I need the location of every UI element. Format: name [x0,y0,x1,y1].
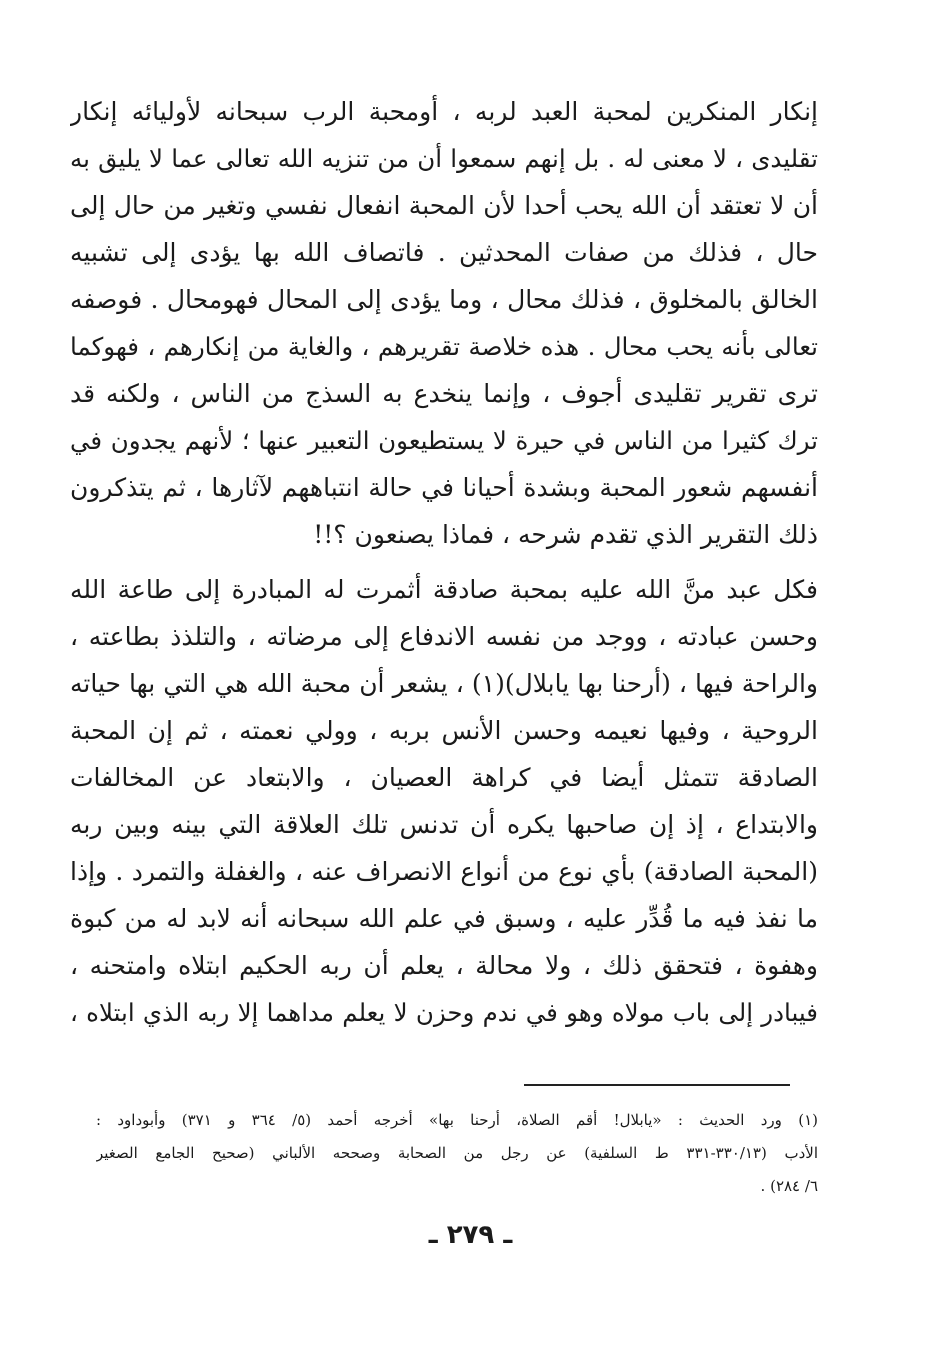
page-number: ـ ٢٧٩ ـ [428,1220,513,1250]
text-line: تقليدى ، لا معنى له . بل إنهم سمعوا أن من تنزيه الله تعالى عما لا يليق به [70,144,818,173]
text-line: أن لا تعتقد أن الله يحب أحدا لأن المحبة انفعال نفسي وتغير من حال إلى [70,191,818,220]
text-line: الخالق بالمخلوق ، فذلك محال ، وما يؤدى إلى المحال فهومحال . فوصفه [70,285,818,314]
text-line: تعالى بأنه يحب محال . هذه خلاصة تقريرهم ، والغاية من إنكارهم ، فهوكما [70,332,818,361]
text-line: الصادقة تتمثل أيضا في كراهة العصيان ، والابتعاد عن المخالفات [70,763,818,792]
footnote-line: الأدب (٣٣٠/١٣-٣٣١ ط السلفية) عن رجل من الصحابة وصححه الألباني (صحيح الجامع الصغير [96,1144,818,1162]
text-line: والراحة فيها ، (أرحنا بها يابلال)(١) ، يشعر أن محبة الله هي التي بها حياته [70,669,818,698]
text-line: وحسن عبادته ، ووجد من نفسه الاندفاع إلى مرضاته ، والتلذذ بطاعته ، [70,622,818,651]
text-line: حال ، فذلك من صفات المحدثين . فاتصاف الله بها يؤدى إلى تشبيه [70,238,818,267]
footnote-line: (١) ورد الحديث : «يابلال! أقم الصلاة، أرحنا بها» أخرجه أحمد (٥/ ٣٦٤ و ٣٧١) وأبوداود : [96,1111,818,1129]
footnote-line: ٦/ ٢٨٤) . [760,1177,818,1195]
paragraph-1 [70,88,818,558]
text-line: ذلك التقرير الذي تقدم شرحه ، فماذا يصنعون ؟!! [313,520,818,549]
footnote-separator [524,1084,790,1086]
text-line: ترك كثيرا من الناس في حيرة لا يستطيعون التعبير عنها ؛ لأنهم يجدون في [70,426,818,455]
text-line: وهفوة ، فتحقق ذلك ، ولا محالة ، يعلم أن ربه الحكيم ابتلاه وامتحنه ، [70,951,818,980]
text-line: ترى تقرير تقليدى أجوف ، وإنما ينخدع به السذج من الناس ، ولكنه قد [70,379,818,408]
text-line: الروحية ، وفيها نعيمه وحسن الأنس بربه ، وولي نعمته ، ثم إن المحبة [70,716,818,745]
text-line: أنفسهم شعور المحبة وبشدة أحيانا في حالة انتباههم لآثارها ، ثم يتذكرون [70,473,818,502]
text-line: إنكار المنكرين لمحبة العبد لربه ، أومحبة الرب سبحانه لأوليائه إنكار [70,97,818,126]
text-line: والابتداع ، إذ إن صاحبها يكره أن تدنس تلك العلاقة التي بينه وبين ربه [70,810,818,839]
text-line: فكل عبد منَّ الله عليه بمحبة صادقة أثمرت له المبادرة إلى طاعة الله [70,575,818,604]
text-line: فيبادر إلى باب مولاه وهو في ندم وحزن لا يعلم مداهما إلا ربه الذي ابتلاه ، [70,998,818,1027]
paragraph-2 [70,566,818,1036]
footnote [96,1104,818,1203]
text-line: ما نفذ فيه ما قُدِّر عليه ، وسبق في علم الله سبحانه أنه لابد له من كبوة [70,904,818,933]
text-line: (المحبة الصادقة) بأي نوع من أنواع الانصراف عنه ، والغفلة والتمرد . وإذا [70,857,818,886]
